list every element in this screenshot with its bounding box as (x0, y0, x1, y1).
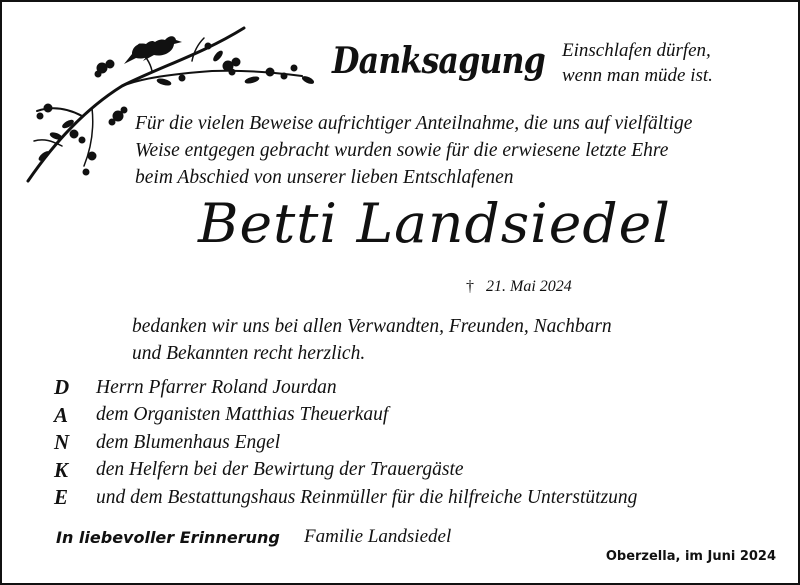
list-item (54, 374, 637, 402)
intro-line: Weise entgegen gebracht wurden sowie für die erwiesene letzte Ehre (135, 140, 669, 161)
intro-line: Für die vielen Beweise aufrichtiger Anteilnahme, die uns auf vielfältige (135, 113, 693, 134)
deceased-name: Betti Landsiedel (198, 192, 671, 255)
danke-text: dem Blumenhaus Engel (96, 431, 281, 453)
notice-title: Danksagung (332, 40, 545, 82)
danke-list (54, 374, 637, 512)
danke-text: und dem Bestattungshaus Reinmüller für die hilfreiche Unterstützung (96, 486, 638, 508)
place-date: Oberzella, im Juni 2024 (605, 549, 776, 564)
motto-line: Einschlafen dürfen, (562, 40, 711, 61)
danke-letter: D (54, 375, 70, 400)
family-signature: Familie Landsiedel (304, 526, 452, 547)
danke-text: den Helfern bei der Bewirtung der Trauergäste (96, 459, 464, 481)
danke-text: Herrn Pfarrer Roland Jourdan (96, 376, 337, 398)
motto-line: wenn man müde ist. (562, 65, 713, 86)
list-item (54, 457, 637, 485)
thanks-line: und Bekannten recht herzlich. (132, 343, 366, 364)
motto (562, 38, 713, 88)
danke-letter: E (54, 485, 69, 510)
thanks-line: bedanken wir uns bei allen Verwandten, Freunden, Nachbarn (132, 316, 612, 337)
memory-heading: In liebevoller Erinnerung (56, 528, 280, 547)
cross-icon: † (466, 278, 474, 295)
thanks-text (132, 313, 612, 367)
death-date-value: 21. Mai 2024 (486, 278, 572, 295)
intro-line: beim Abschied von unserer lieben Entschlafenen (135, 167, 514, 188)
list-item (54, 484, 637, 512)
list-item (54, 429, 637, 457)
list-item (54, 402, 637, 430)
danke-letter: A (54, 402, 69, 427)
intro-text (135, 110, 692, 191)
danke-text: dem Organisten Matthias Theuerkauf (96, 404, 389, 426)
danke-letter: K (54, 457, 69, 482)
danke-letter: N (54, 430, 70, 455)
death-date (466, 278, 572, 296)
